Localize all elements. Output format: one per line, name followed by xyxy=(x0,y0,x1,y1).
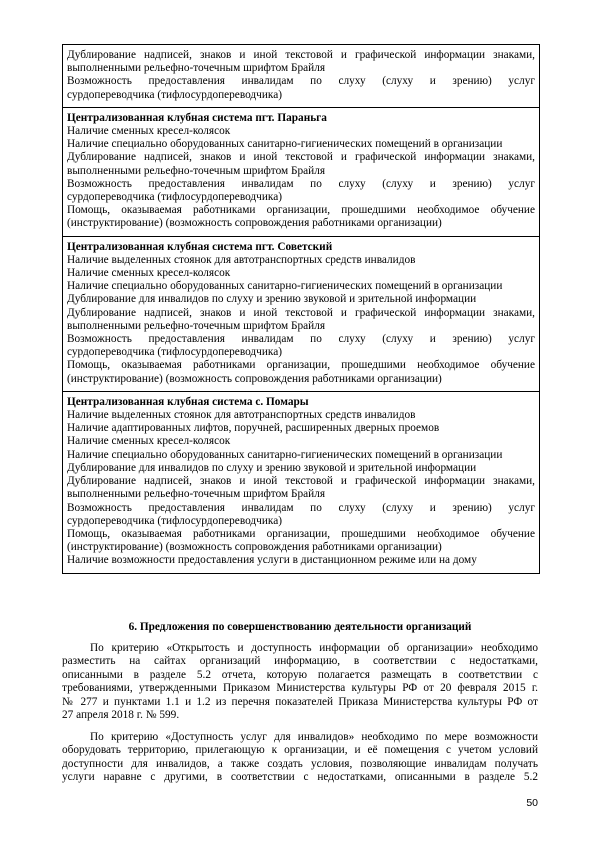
table-line: Помощь, оказываемая работниками организации, прошедшими необходимое обучение xyxy=(67,204,535,217)
table-line: Помощь, оказываемая работниками организации, прошедшими необходимое обучение xyxy=(67,527,535,540)
table-line: выполненными рельефно-точечным шрифтом Брайля xyxy=(67,62,326,75)
paragraph-accessibility xyxy=(62,731,538,785)
paragraph-line: № 277 и пунктами 1.1 и 1.2 из перечня показателей Приказа Министерства культуры РФ от xyxy=(62,695,538,708)
section-title: Централизованная клубная система пгт. Параньга xyxy=(67,111,327,124)
accessibility-table xyxy=(62,44,540,574)
table-line: сурдопереводчика (тифлосурдопереводчика) xyxy=(67,514,282,527)
section-title: Централизованная клубная система пгт. Советский xyxy=(67,240,333,253)
paragraph-openness xyxy=(62,642,538,722)
table-line: Наличие сменных кресел-колясок xyxy=(67,267,231,280)
table-line: Наличие возможности предоставления услуги в дистанционном режиме или на дому xyxy=(67,554,477,567)
table-line: Возможность предоставления инвалидам по слуху (слуху и зрению) услуг xyxy=(67,177,535,190)
table-line: Помощь, оказываемая работниками организации, прошедшими необходимое обучение xyxy=(67,359,535,372)
table-line: выполненными рельефно-точечным шрифтом Брайля xyxy=(67,319,326,332)
table-line: сурдопереводчика (тифлосурдопереводчика) xyxy=(67,346,282,359)
paragraph-line: услуги наравне с другими, в соответствии с недостатками, описанными в разделе 5.2 xyxy=(62,771,538,784)
table-line: Дублирование надписей, знаков и иной текстовой и графической информации знаками, xyxy=(67,475,535,488)
table-line: Наличие выделенных стоянок для автотранспортных средств инвалидов xyxy=(67,253,416,266)
table-line: Наличие специально оборудованных санитарно-гигиенических помещений в организации xyxy=(67,138,503,151)
table-line: (инструктирование) (возможность сопровождения работниками организации) xyxy=(67,372,442,385)
table-line: Наличие адаптированных лифтов, поручней, расширенных дверных проемов xyxy=(67,422,440,435)
table-line: Дублирование для инвалидов по слуху и зрению звуковой и зрительной информации xyxy=(67,461,477,474)
table-line: Возможность предоставления инвалидам по слуху (слуху и зрению) услуг xyxy=(67,333,535,346)
table-line: выполненными рельефно-точечным шрифтом Брайля xyxy=(67,164,326,177)
table-section xyxy=(63,108,539,237)
table-line: (инструктирование) (возможность сопровождения работниками организации) xyxy=(67,541,442,554)
paragraph-line: требованиями, утвержденными Приказом Министерства культуры РФ от 20 февраля 2015 г. xyxy=(62,682,538,695)
paragraph-line: описанными в разделе 5.2 отчета, которую полагается размещать в соответствии с xyxy=(62,668,538,681)
table-line: Возможность предоставления инвалидам по слуху (слуху и зрению) услуг xyxy=(67,501,535,514)
section-title: Централизованная клубная система с. Помары xyxy=(67,395,309,408)
paragraph-line: По критерию «Доступность услуг для инвалидов» необходимо по мере возможности xyxy=(90,731,538,743)
table-line: Возможность предоставления инвалидам по слуху (слуху и зрению) услуг xyxy=(67,75,535,88)
table-line: Дублирование надписей, знаков и иной текстовой и графической информации знаками, xyxy=(67,151,535,164)
table-section xyxy=(63,237,539,392)
table-line: выполненными рельефно-точечным шрифтом Брайля xyxy=(67,488,326,501)
table-line: (инструктирование) (возможность сопровождения работниками организации) xyxy=(67,217,442,230)
paragraph-line: оборудовать территорию, прилегающую к организации, и её помещения с учетом условий xyxy=(62,744,538,757)
table-line: Наличие сменных кресел-колясок xyxy=(67,435,231,448)
paragraph-line: разместить на сайтах организаций информацию, в соответствии с недостатками, xyxy=(62,655,538,668)
table-line: Наличие сменных кресел-колясок xyxy=(67,125,231,138)
table-line: Наличие специально оборудованных санитарно-гигиенических помещений в организации xyxy=(67,280,503,293)
table-line: Дублирование для инвалидов по слуху и зрению звуковой и зрительной информации xyxy=(67,293,477,306)
table-line: Дублирование надписей, знаков и иной текстовой и графической информации знаками, xyxy=(67,306,535,319)
paragraph-line: По критерию «Открытость и доступность информации об организации» необходимо xyxy=(90,642,538,654)
paragraph-line: доступности для инвалидов, а также создать условия, позволяющие инвалидам получать xyxy=(62,757,538,770)
table-line: Дублирование надписей, знаков и иной текстовой и графической информации знаками, xyxy=(67,49,535,61)
table-line: Наличие выделенных стоянок для автотранспортных средств инвалидов xyxy=(67,409,416,422)
section-heading: 6. Предложения по совершенствованию деятельности организаций xyxy=(128,621,472,633)
table-line: сурдопереводчика (тифлосурдопереводчика) xyxy=(67,191,282,204)
table-section xyxy=(63,45,539,108)
table-line: Наличие специально оборудованных санитарно-гигиенических помещений в организации xyxy=(67,448,503,461)
paragraph-line: 27 апреля 2018 г. № 599. xyxy=(62,709,180,722)
table-section xyxy=(63,392,539,573)
table-line: сурдопереводчика (тифлосурдопереводчика) xyxy=(67,88,282,101)
page-number: 50 xyxy=(526,797,538,809)
